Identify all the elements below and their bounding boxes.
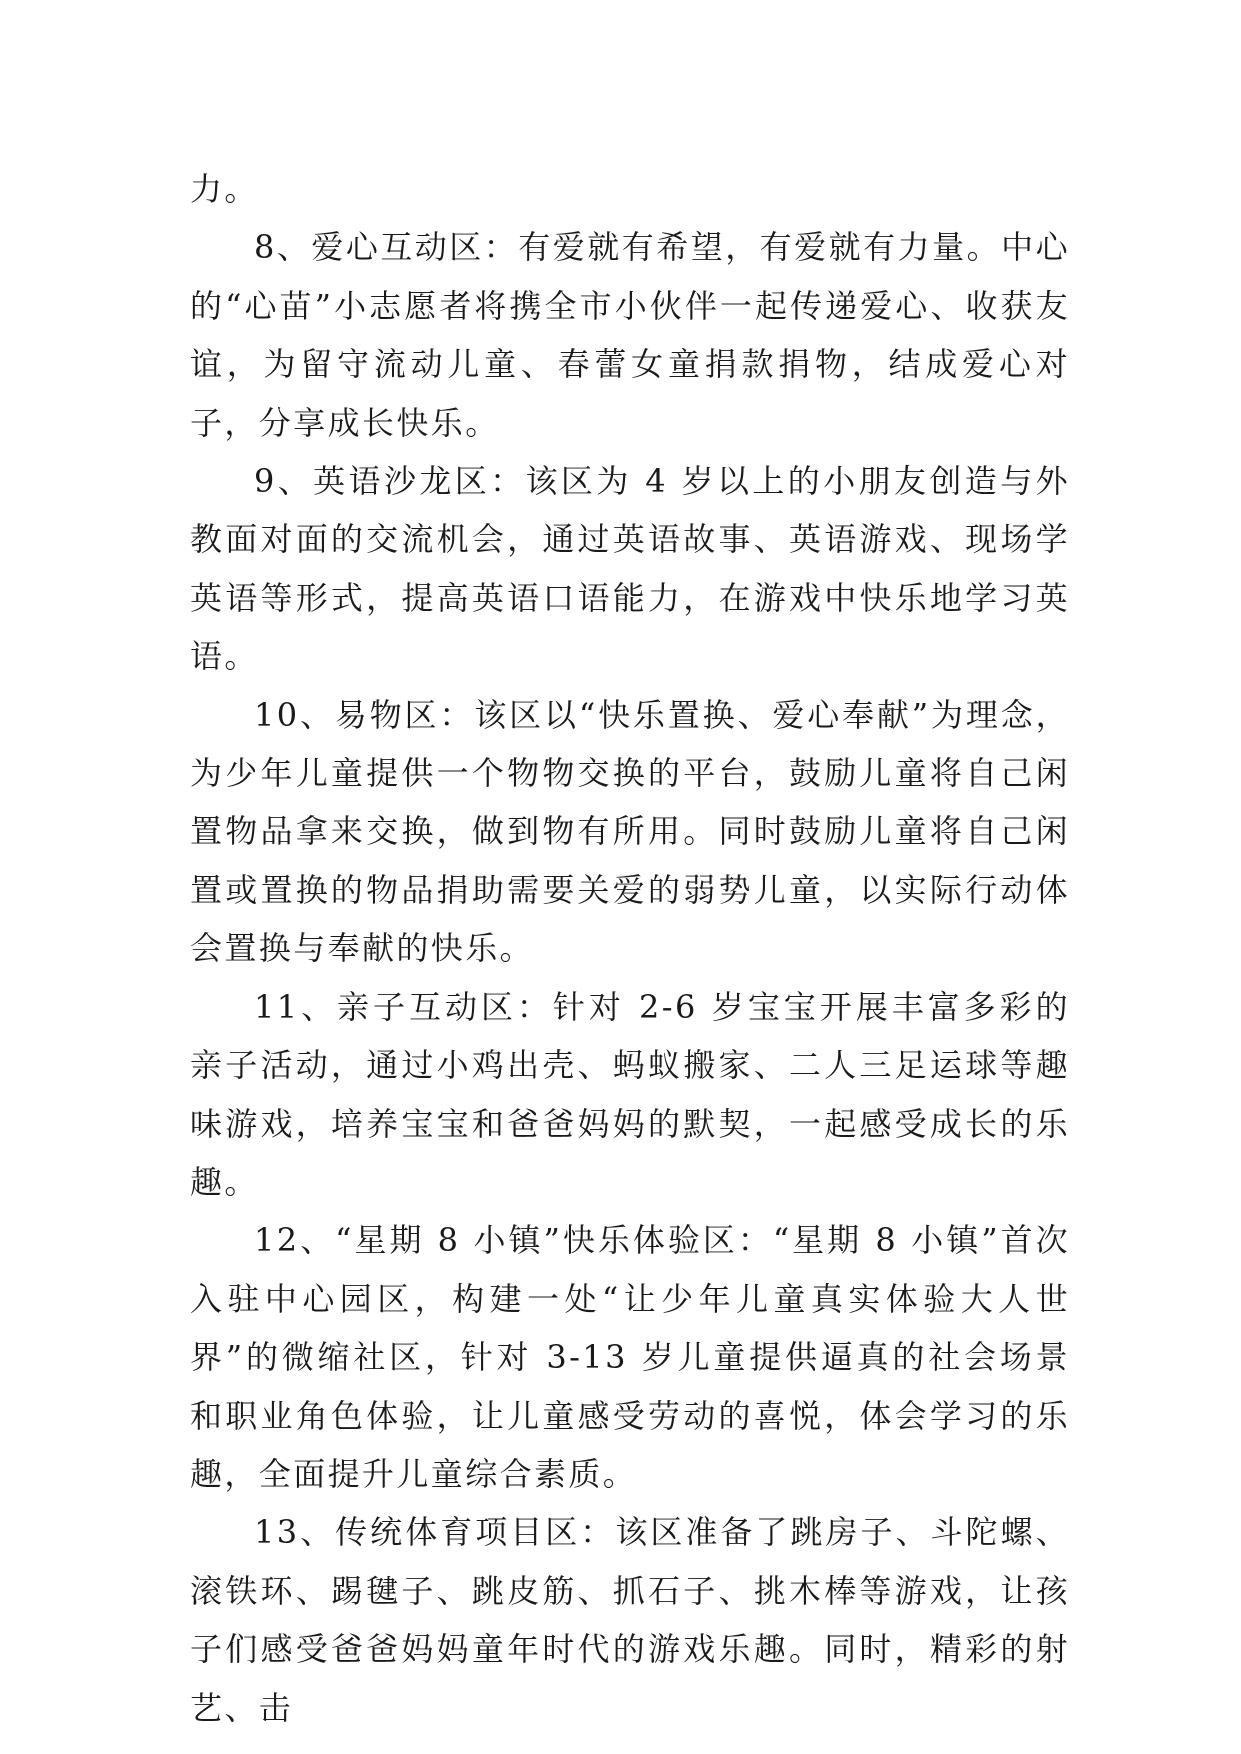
paragraph-week8-town-zone: 12、“星期 8 小镇”快乐体验区：“星期 8 小镇”首次入驻中心园区，构建一处“让少年儿童真实体验大人世界”的微缩社区，针对 3-13 岁儿童提供逼真的社会场景和职业角色体验，让儿童感受劳动的喜悦，体会学习的乐趣，全面提升儿童综合素质。 <box>190 1221 1070 1493</box>
paragraph-love-interaction-zone: 8、爱心互动区：有爱就有希望，有爱就有力量。中心的“心苗”小志愿者将携全市小伙伴一起传递爱心、收获友谊，为留守流动儿童、春蕾女童捐款捐物，结成爱心对子，分享成长快乐。 <box>190 228 1070 442</box>
paragraph-english-salon-zone: 9、英语沙龙区：该区为 4 岁以上的小朋友创造与外教面对面的交流机会，通过英语故事、英语游戏、现场学英语等形式，提高英语口语能力，在游戏中快乐地学习英语。 <box>190 462 1070 676</box>
paragraph-continuation: 力。 <box>190 170 259 208</box>
paragraph-traditional-sports-zone: 13、传统体育项目区：该区准备了跳房子、斗陀螺、滚铁环、踢毽子、跳皮筋、抓石子、挑木棒等游戏，让孩子们感受爸爸妈妈童年时代的游戏乐趣。同时，精彩的射艺、击 <box>190 1513 1070 1727</box>
document-body <box>190 160 1070 1737</box>
paragraph-parent-child-zone: 11、亲子互动区：针对 2-6 岁宝宝开展丰富多彩的亲子活动，通过小鸡出壳、蚂蚁搬家、二人三足运球等趣味游戏，培养宝宝和爸爸妈妈的默契，一起感受成长的乐趣。 <box>190 987 1070 1201</box>
paragraph-swap-zone: 10、易物区：该区以“快乐置换、爱心奉献”为理念，为少年儿童提供一个物物交换的平台，鼓励儿童将自己闲置物品拿来交换，做到物有所用。同时鼓励儿童将自己闲置或置换的物品捐助需要关爱的弱势儿童，以实际行动体会置换与奉献的快乐。 <box>190 695 1070 968</box>
